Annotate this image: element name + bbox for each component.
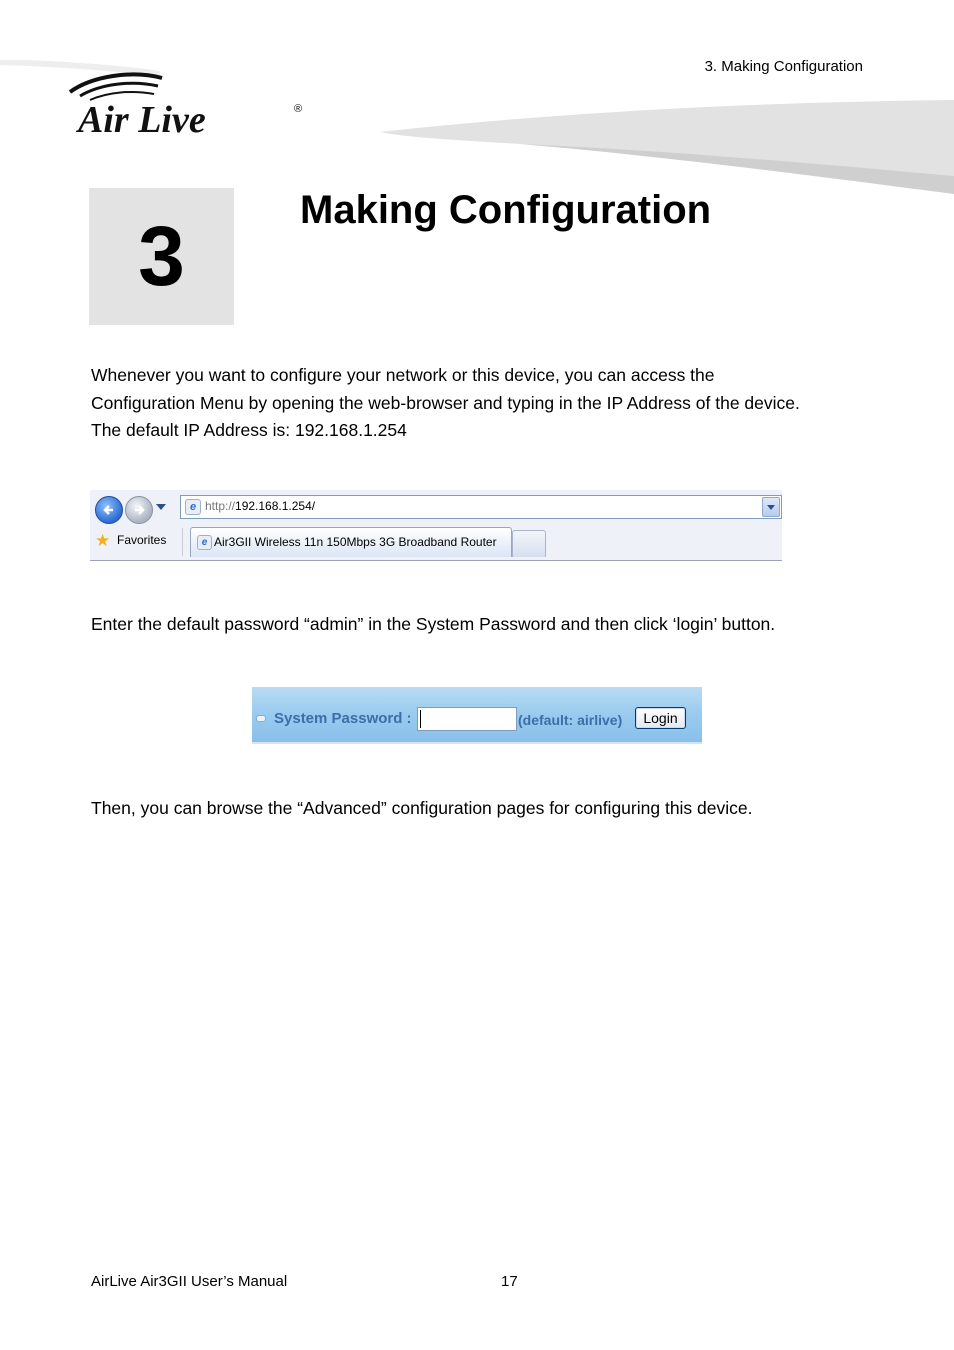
- footer-manual-title: AirLive Air3GII User’s Manual: [91, 1273, 288, 1290]
- running-header: 3. Making Configuration: [704, 58, 863, 75]
- new-tab-button[interactable]: [512, 530, 546, 557]
- favorites-button[interactable]: Favorites: [117, 533, 167, 547]
- forward-button[interactable]: [125, 496, 153, 524]
- intro-line: The default IP Address is: 192.168.1.254: [91, 420, 407, 440]
- chapter-number: 3: [138, 209, 185, 303]
- forward-arrow-icon: [131, 502, 147, 518]
- recent-pages-dropdown-icon[interactable]: [156, 504, 166, 510]
- airlive-logo: [62, 70, 312, 140]
- ie-tab-icon: e: [197, 535, 212, 550]
- login-bar-screenshot: [252, 687, 702, 744]
- advanced-instruction: Then, you can browse the “Advanced” configuration pages for configuring this device.: [91, 798, 753, 818]
- chapter-title: Making Configuration: [300, 188, 712, 232]
- back-arrow-icon: [101, 502, 117, 518]
- login-button[interactable]: Login: [635, 707, 686, 729]
- favorites-star-icon: ★: [95, 531, 111, 550]
- ie-page-icon: e: [185, 499, 201, 515]
- system-password-label: System Password :: [274, 710, 412, 727]
- footer-page-number: 17: [501, 1273, 518, 1290]
- address-dropdown-button[interactable]: [762, 497, 780, 517]
- toolbar-divider: [182, 528, 183, 556]
- address-bar[interactable]: [180, 495, 782, 519]
- intro-line: Whenever you want to configure your network or this device, you can access the: [91, 365, 715, 385]
- system-password-input[interactable]: [417, 707, 517, 731]
- browser-tab[interactable]: [190, 527, 512, 557]
- text-caret: [420, 710, 421, 728]
- tab-title: Air3GII Wireless 11n 150Mbps 3G Broadband Router: [214, 535, 497, 549]
- bullet-icon: [256, 715, 266, 722]
- address-url: [205, 499, 315, 513]
- intro-paragraph: [91, 362, 881, 445]
- svg-text:®: ®: [294, 103, 303, 115]
- password-instruction: Enter the default password “admin” in the System Password and then click ‘login’ button.: [91, 614, 776, 634]
- chapter-number-box: [89, 188, 234, 325]
- back-button[interactable]: [95, 496, 123, 524]
- browser-screenshot: [90, 490, 782, 561]
- url-host: 192.168.1.254/: [235, 499, 316, 513]
- intro-line: Configuration Menu by opening the web-browser and typing in the IP Address of the device.: [91, 392, 800, 413]
- url-protocol: http://: [205, 499, 236, 513]
- svg-text:Air Live: Air Live: [78, 99, 206, 140]
- default-password-hint: (default: airlive): [518, 712, 623, 728]
